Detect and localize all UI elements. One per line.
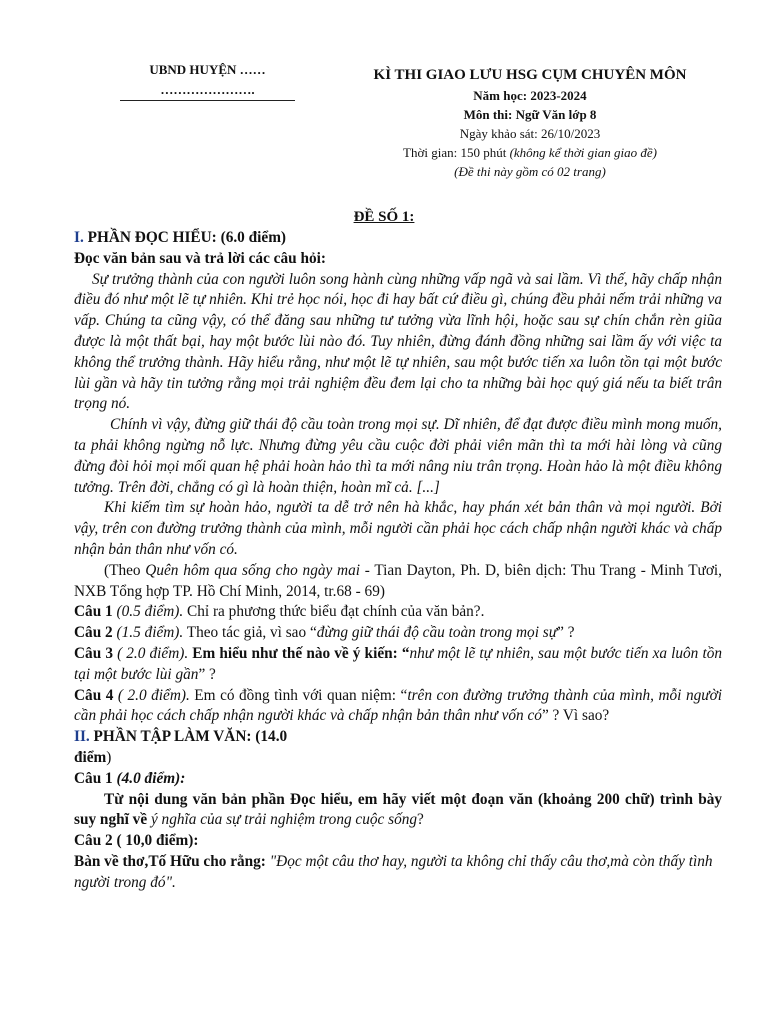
essay-question-2-heading: Câu 2 ( 10,0 điểm): [74, 832, 199, 850]
q1-label: Câu 1 [74, 603, 113, 621]
pages-note: (Đề thi này gồm có 02 trang) [454, 164, 606, 179]
exam-time [330, 143, 730, 162]
part1-numeral: I. [74, 229, 84, 246]
exam-title: KÌ THI GIAO LƯU HSG CỤM CHUYÊN MÔN [373, 67, 687, 83]
passage-paragraph-2: Chính vì vậy, đừng giữ thái độ cầu toàn trong mọi sự. Dĩ nhiên, để đạt được điều mình mong muốn, ta phải không ngừng nỗ lực. Nhưng đừng yêu cầu cuộc đời phải viên mãn thì ta mới hài lòng và cũng đừng đòi hỏi mọi mối quan hệ phải hoàn hảo thì ta mới nâng niu trân trọng. Hoàn hảo là một điều không tưởng. Trên đời, chẳng có gì là hoàn thiện, hoàn mĩ cả. [...] [74, 416, 722, 496]
essay-question-2-text [74, 852, 722, 894]
part2-title-a: PHẦN TẬP LÀM VĂN: (14.0 [89, 728, 288, 746]
passage-source [74, 561, 722, 603]
part2-heading [74, 727, 722, 769]
c1-text-a: Từ nội dung văn bản phần Đọc hiểu, em hãy viết một đoạn văn (khoảng 200 chữ) trình bày suy nghĩ về [74, 790, 722, 829]
q2-points: (1.5 điểm). [112, 624, 184, 642]
header-right [330, 64, 730, 181]
source-details: - Tian Dayton, Ph. D, biên dịch: Thu Trang - Minh Tươi, NXB Tổng hợp TP. Hồ Chí Minh, 2014, tr.68 - 69) [74, 561, 722, 600]
source-prefix: (Theo [104, 561, 146, 579]
part1-heading [74, 228, 722, 249]
part2-numeral: II. [74, 728, 90, 746]
exam-body [74, 228, 722, 894]
q2-text-a: Theo tác giả, vì sao “ [183, 624, 317, 642]
c2-text-a: Bàn về thơ,Tố Hữu cho rằng: [74, 852, 270, 870]
part1-title: PHẦN ĐỌC HIỂU: (6.0 điểm) [83, 229, 287, 246]
passage-paragraph-3: Khi kiếm tìm sự hoàn hảo, người ta dễ trở nên hà khắc, hay phán xét bản thân và mọi người. Bởi vậy, trên con đường trưởng thành của mình, mỗi người cần phải học cách chấp nhận người khác và chấp nhận bản thân như vốn có. [74, 499, 722, 558]
c2-quote: "Đọc một câu thơ hay, người ta không chỉ thấy câu thơ,mà còn thấy tình người trong đó". [74, 852, 713, 891]
c1-points: (4.0 điểm): [112, 769, 186, 787]
question-2 [74, 623, 722, 644]
part2-title-b: điểm [74, 748, 107, 766]
q3-label: Câu 3 [74, 644, 113, 662]
exam-time-label: Thời gian: 150 phút [403, 145, 510, 160]
question-1 [74, 602, 722, 623]
exam-time-note: (không kể thời gian giao đề) [509, 145, 657, 160]
q1-points: (0.5 điểm). [112, 603, 184, 621]
q3-text-a: Em hiểu như thế nào về ý kiến: “ [188, 644, 410, 662]
q2-text-b: ” ? [557, 624, 575, 642]
essay-question-1-heading [74, 769, 722, 790]
q2-label: Câu 2 [74, 624, 113, 642]
q1-text: Chỉ ra phương thức biểu đạt chính của văn bản?. [183, 603, 485, 621]
q2-quote: đừng giữ thái độ cầu toàn trong mọi sự [316, 624, 558, 642]
authority-name: UBND HUYỆN …… [149, 62, 266, 77]
exam-subject: Môn thi: Ngữ Văn lớp 8 [463, 107, 597, 122]
question-3 [74, 644, 722, 686]
q3-text-b: ” ? [198, 665, 216, 683]
q4-text-a: Em có đồng tình với quan niệm: “ [189, 686, 408, 704]
q4-label: Câu 4 [74, 686, 114, 704]
question-4 [74, 686, 722, 728]
school-name-placeholder: …………………. [120, 82, 295, 101]
q3-quote: như một lẽ tự nhiên, sau một bước tiến xa luôn tồn tại một bước lùi gần [74, 644, 722, 683]
c1-label: Câu 1 [74, 769, 113, 787]
passage-paragraph-1: Sự trưởng thành của con người luôn song hành cùng những vấp ngã và sai lầm. Vì thế, hãy chấp nhận điều đó như một lẽ tự nhiên. Khi trẻ học nói, học đi hay bất cứ điều gì, chúng đều phải nếm trải những va vấp. Chúng ta cũng vậy, có thể đăng sau những tư tưởng vừa lĩnh hội, hoặc sau sự chín chắn rèn giũa được là một thất bại, hay một bước lùi nào đó. Tuy nhiên, đừng đánh đồng những sai lầm ấy với việc ta không thể trưởng thành. Hãy hiểu rằng, như một lẽ tự nhiên, sau một bước tiến xa luôn tồn tại một bước lùi gần và hãy tin tưởng rằng mọi trải nghiệm đều đem lại cho ta những bài học quý giá nếu ta biết trân trọng nó. [74, 270, 722, 413]
header-left [120, 62, 295, 101]
essay-question-1-text [74, 790, 722, 832]
c1-text-c: ? [417, 811, 424, 829]
c1-text-b: ý nghĩa của sự trải nghiệm trong cuộc sống [150, 811, 418, 829]
q3-points: ( 2.0 điểm). [112, 644, 189, 662]
exam-date: Ngày khảo sát: 26/10/2023 [459, 126, 601, 141]
part2-title-c: ) [106, 748, 112, 766]
source-book-title: Quên hôm qua sống cho ngày mai [145, 561, 360, 579]
q4-text-b: ” ? Vì sao? [541, 707, 610, 725]
q4-quote: trên con đường trưởng thành của mình, mỗi người cần phải học cách chấp nhận người khác và chấp nhận bản thân như vốn có [74, 686, 722, 725]
part1-instruction: Đọc văn bản sau và trả lời các câu hỏi: [74, 249, 326, 267]
q4-points: ( 2.0 điểm). [113, 686, 190, 704]
exam-number: ĐỀ SỐ 1: [353, 209, 415, 225]
school-year: Năm học: 2023-2024 [473, 88, 587, 103]
